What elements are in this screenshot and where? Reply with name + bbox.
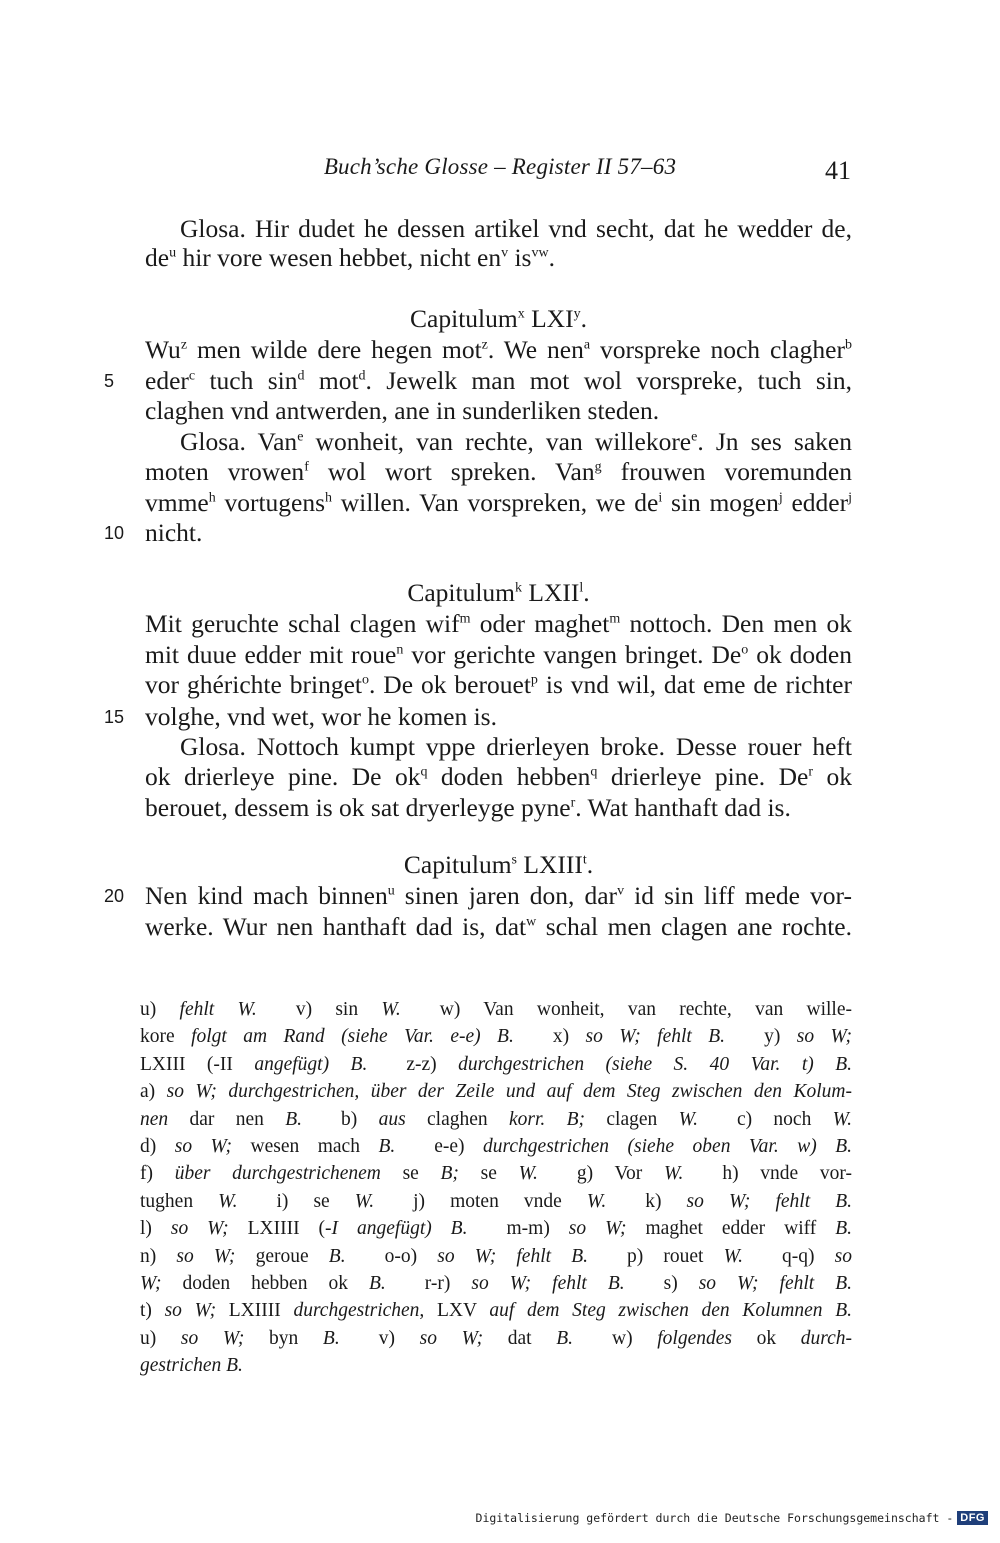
apparatus-line: nen dar nen B. b) aus claghen korr. B; clagen W. c) noch W.: [140, 1108, 853, 1130]
apparatus-line: n) so W; geroue B. o-o) so W; fehlt B. p) rouet W. q-q) so: [140, 1245, 852, 1267]
footnote-marker: e: [691, 429, 698, 445]
footnote-marker: g: [594, 459, 602, 475]
footnote-marker: d: [358, 368, 366, 384]
footnote-marker: u: [387, 883, 395, 899]
footnote-marker: z: [180, 337, 188, 353]
page-number: 41: [825, 156, 851, 185]
apparatus-line: d) so W; wesen mach B. e-e) durchgestrichen (siehe oben Var. w) B.: [140, 1135, 852, 1157]
footnote-marker: v: [501, 245, 509, 261]
apparatus-line: W; doden hebben ok B. r-r) so W; fehlt B. s) so W; fehlt B.: [140, 1272, 852, 1294]
text-line: mit duue edder mit roue$^n$ vor gerichte vangen bringet. De$^o$ ok doden: [145, 640, 852, 669]
critical-apparatus: [140, 996, 852, 1379]
footnote-marker: l: [579, 580, 584, 596]
footnote-marker: r: [808, 764, 814, 780]
text-line: ok drierleye pine. De $ok^q$ doden hebben$^q$ drierleye pine. De$^r$ ok: [145, 762, 853, 791]
footnote-marker: k: [515, 580, 523, 596]
apparatus-line: f) über durchgestrichenem se B; se W. g) Vor W. h) vnde vor-: [140, 1163, 852, 1185]
footnote-marker: q: [420, 764, 428, 780]
credit-text: Digitalisierung gefördert durch die Deutsche Forschungsgemeinschaft -: [475, 1511, 954, 1525]
footnote-marker: h: [208, 490, 216, 506]
footnote-marker: p: [530, 672, 538, 688]
footnote-marker: f: [304, 459, 309, 475]
footnote-marker: z: [481, 337, 488, 353]
text-line: nicht.: [145, 518, 203, 547]
text-line: claghen vnd antwerden, ane in sunderliken steden.: [145, 396, 660, 425]
footnote-marker: d: [297, 368, 305, 384]
text-line: Glosa. Hir dudet he dessen artikel vnd secht, dat he wedder de,: [180, 214, 852, 243]
apparatus-line: kore folgt am Rand (siehe Var. e-e) B. x) so W; fehlt B. y) so W;: [140, 1026, 852, 1048]
text-line: Capitulum$^x$ LXI$^y$.: [410, 304, 587, 333]
footnote-marker: vw: [531, 245, 549, 261]
apparatus-line: l) so W; LXIIII (-I angefügt) B. m-m) so W; maghet edder wiff B.: [140, 1218, 853, 1240]
footnote-marker: y: [573, 306, 581, 322]
text-line: werke. Wur nen hanthaft dad is, dat$^w$ schal men clagen ane rochte.: [145, 912, 853, 941]
footnote-marker: s: [511, 852, 517, 868]
text-line: Nen kind mach binnen$^u$ sinen jaren don, dar$^v$ id sin liff mede vor-: [145, 881, 852, 910]
line-number: 15: [104, 707, 125, 727]
footnote-marker: c: [188, 368, 196, 384]
running-head: Buch’sche Glosse – Register II 57–63: [323, 154, 677, 179]
apparatus-line: u) so W; byn B. v) so W; dat B. w) folgendes ok durch-: [140, 1327, 853, 1349]
apparatus-line: gestrichen B.: [140, 1355, 243, 1377]
footnote-marker: x: [517, 306, 525, 322]
footnote-marker: o: [361, 672, 369, 688]
footnote-marker: m: [459, 611, 471, 627]
footnote-marker: m: [609, 611, 621, 627]
text-line: $de^u$ hir vore wesen hebbet, nicht $en^v$ $is^{vw}$.: [145, 243, 555, 272]
dfg-logo: DFG: [957, 1511, 988, 1525]
footnote-marker: b: [844, 337, 852, 353]
footnote-marker: t: [582, 852, 587, 868]
text-line: Wu$^z$ men wilde dere hegen mot$^z$. We nen$^a$ vorspreke noch clagher$^b$: [145, 335, 852, 364]
footnote-marker: w: [526, 914, 537, 930]
line-number: 5: [104, 371, 115, 391]
footnote-marker: i: [658, 490, 663, 506]
text-line: vor ghérichte bringet$^o$. De ok berouet$^p$ is vnd wil, dat eme de richter: [145, 670, 852, 699]
text-line: eder$^c$ tuch $\sin^d mot^d$. Jewelk man mot wol vorspreke, tuch sin,: [145, 366, 852, 395]
footnote-marker: a: [583, 337, 591, 353]
text-line: moten vrowen$^f$ wol wort spreken. Van$^g$ frouwen voremunden: [145, 457, 852, 486]
line-number: 10: [104, 523, 125, 543]
apparatus-line: t) so W; LXIIII durchgestrichen, LXV auf dem Steg zwischen den Kolumnen B.: [140, 1300, 852, 1322]
text-line: Mit geruchte schal clagen wif$^m$ oder maghet$^m$ nottoch. Den men ok: [145, 609, 852, 638]
footnote-marker: o: [741, 642, 749, 658]
apparatus-line: a) so W; durchgestrichen, über der Zeile und auf dem Steg zwischen den Kolum-: [140, 1081, 852, 1103]
footnote-marker: j: [778, 490, 783, 506]
text-line: Capitulum$^k$ LXII$^l$.: [407, 578, 590, 607]
text-line: vmme$^h$ vortugens$^h$ willen. Van vorspreken, we $de^i$ sin mogen$^j$ edder$^j$: [145, 488, 852, 517]
apparatus-line: tughen W. i) se W. j) moten vnde W. k) so W; fehlt B.: [140, 1190, 852, 1212]
footnote-marker: n: [396, 642, 404, 658]
text-line: berouet, dessem is ok sat dryerleyge pyne$^r$. Wat hanthaft dad is.: [145, 793, 791, 822]
footnote-marker: h: [325, 490, 333, 506]
footnote-marker: q: [590, 764, 598, 780]
footnote-marker: u: [169, 245, 177, 261]
apparatus-line: u) fehlt W. v) sin W. w) Van wonheit, van rechte, van wille-: [140, 999, 852, 1020]
footnote-marker: v: [617, 883, 625, 899]
text-line: Glosa. Van$^e$ wonheit, van rechte, van willekore$^e$. Jn ses saken: [180, 427, 852, 456]
digitization-credit: [476, 1511, 988, 1525]
footnote-marker: e: [297, 429, 304, 445]
footnote-marker: j: [848, 490, 852, 506]
text-line: Capitulum$^s$ LXIII$^t$.: [403, 850, 594, 879]
text-line: volghe, vnd wet, wor he komen is.: [145, 702, 497, 731]
footnote-marker: r: [570, 795, 576, 811]
line-number: 20: [104, 886, 125, 906]
text-line: Glosa. Nottoch kumpt vppe drierleyen broke. Desse rouer heft: [180, 732, 852, 761]
apparatus-line: LXIII (-II angefügt) B. z-z) durchgestrichen (siehe S. 40 Var. t) B.: [140, 1053, 852, 1075]
